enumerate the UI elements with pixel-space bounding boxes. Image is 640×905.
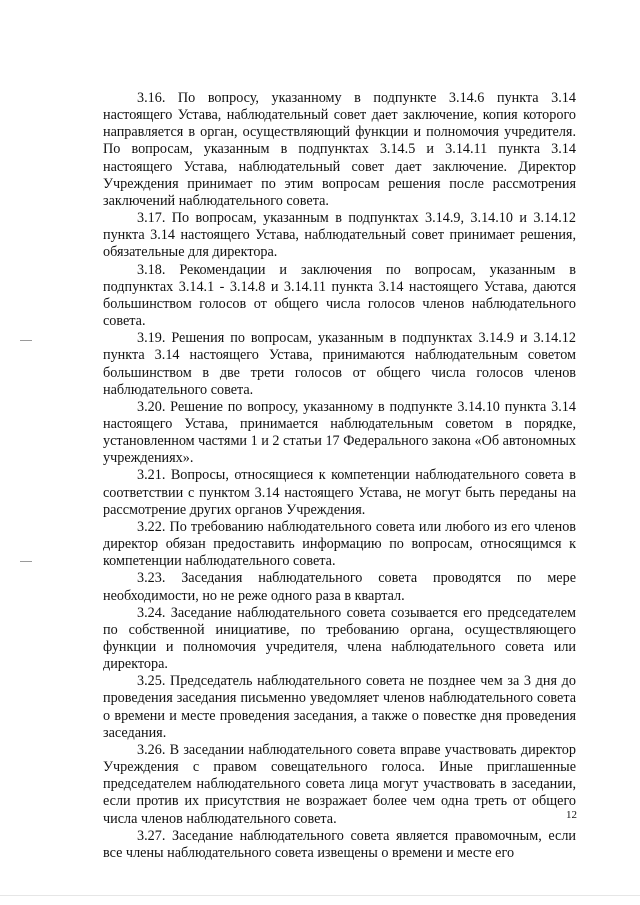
paragraph-3-17: 3.17. По вопросам, указанным в подпунктах 3.14.9, 3.14.10 и 3.14.12 пункта 3.14 настоящего Устава, наблюдательный совет принимает решения, обязательные для директора. [103, 210, 576, 261]
paragraph-3-18: 3.18. Рекомендации и заключения по вопросам, указанным в подпунктах 3.14.1 - 3.14.8 и 3.14.11 пункта 3.14 настоящего Устава, даются большинством голосов от общего числа голосов членов наблюдательного совета. [103, 261, 576, 330]
paragraph-3-20: 3.20. Решение по вопросу, указанному в подпункте 3.14.10 пункта 3.14 настоящего Устава, принимается наблюдательным советом в порядке, установленном частями 1 и 2 статьи 17 Федерального закона «Об автономных учреждениях». [103, 398, 576, 467]
paragraph-3-23: 3.23. Заседания наблюдательного совета проводятся по мере необходимости, но не реже одного раза в квартал. [103, 570, 576, 604]
paragraph-3-26: 3.26. В заседании наблюдательного совета вправе участвовать директор Учреждения с правом совещательного голоса. Иные приглашенные председателем наблюдательного совета лица могут участвовать в заседании, если против их присутствия не возражает более чем одна треть от общего числа членов наблюдательного совета. [103, 741, 576, 827]
scan-edge [0, 895, 640, 896]
paragraph-3-22: 3.22. По требованию наблюдательного совета или любого из его членов директор обязан предоставить информацию по вопросам, относящимся к компетенции наблюдательного совета. [103, 518, 576, 570]
scan-speck [20, 561, 32, 562]
scan-speck [20, 340, 32, 341]
paragraph-3-21: 3.21. Вопросы, относящиеся к компетенции наблюдательного совета в соответствии с пунктом 3.14 настоящего Устава, не могут быть переданы на рассмотрение других органов Учреждения. [103, 467, 576, 518]
paragraph-3-16: 3.16. По вопросу, указанному в подпункте 3.14.6 пункта 3.14 настоящего Устава, наблюдательный совет дает заключение, копия которого направляется в орган, осуществляющий функции и полномочия учредителя. По вопросам, указанным в подпунктах 3.14.5 и 3.14.11 пункта 3.14 настоящего Устава, наблюдательный совет дает заключение. Директор Учреждения принимает по этим вопросам решения после рассмотрения заключений наблюдательного совета. [103, 90, 576, 209]
paragraph-3-24: 3.24. Заседание наблюдательного совета созывается его председателем по собственной инициативе, по требованию органа, осуществляющего функции и полномочия учредителя, члена наблюдательного совета или директора. [103, 604, 576, 673]
paragraph-3-19: 3.19. Решения по вопросам, указанным в подпунктах 3.14.9 и 3.14.12 пункта 3.14 настоящего Устава, принимаются наблюдательным советом большинством в две трети голосов от общего числа голосов членов наблюдательного совета. [103, 330, 576, 398]
page-number: 12 [566, 809, 577, 821]
paragraph-3-25: 3.25. Председатель наблюдательного совета не позднее чем за 3 дня до проведения заседания письменно уведомляет членов наблюдательного совета о времени и месте проведения заседания, а также о повестке дня проведения заседания. [103, 673, 576, 741]
document-body [103, 90, 576, 862]
paragraph-3-27: 3.27. Заседание наблюдательного совета является правомочным, если все члены наблюдательного совета извещены о времени и месте его [103, 827, 576, 861]
